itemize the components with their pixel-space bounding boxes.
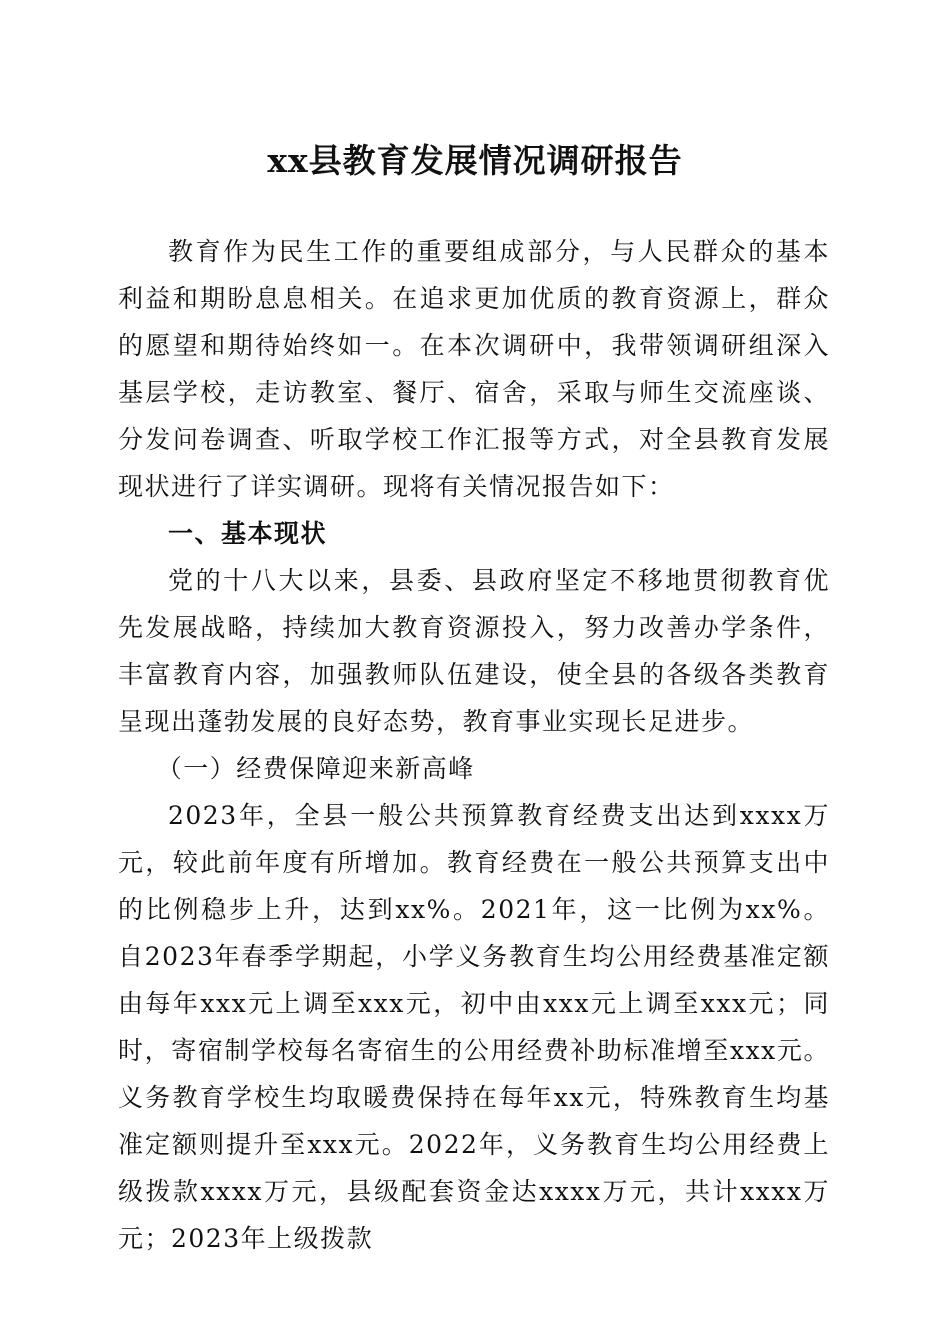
intro-paragraph: 教育作为民生工作的重要组成部分，与人民群众的基本利益和期盼息息相关。在追求更加优质的教育资源上，群众的愿望和期待始终如一。在本次调研中，我带领调研组深入基层学校，走访教室、餐厅、宿舍，采取与师生交流座谈、分发问卷调查、听取学校工作汇报等方式，对全县教育发展现状进行了详实调研。现将有关情况报告如下： [118, 237, 830, 501]
subsection-heading-funding: （一）经费保障迎来新高峰 [156, 754, 475, 783]
section-heading-basic-status: 一、基本现状 [168, 519, 328, 548]
document-body [118, 228, 830, 1262]
document-title: xx县教育发展情况调研报告 [267, 141, 683, 180]
basic-status-paragraph: 党的十八大以来，县委、县政府坚定不移地贯彻教育优先发展战略，持续加大教育资源投入，努力改善办学条件，丰富教育内容，加强教师队伍建设，使全县的各级各类教育呈现出蓬勃发展的良好态势，教育事业实现长足进步。 [118, 566, 830, 736]
funding-paragraph: 2023年，全县一般公共预算教育经费支出达到xxxx万元，较此前年度有所增加。教育经费在一般公共预算支出中的比例稳步上升，达到xx%。2021年，这一比例为xx%。自2023年春季学期起，小学义务教育生均公用经费基准定额由每年xxx元上调至xxx元，初中由xxx元上调至xxx元；同时，寄宿制学校每名寄宿生的公用经费补助标准增至xxx元。义务教育学校生均取暖费保持在每年xx元，特殊教育生均基准定额则提升至xxx元。2022年，义务教育生均公用经费上级拨款xxxx万元，县级配套资金达xxxx万元，共计xxxx万元；2023年上级拨款 [118, 801, 830, 1253]
